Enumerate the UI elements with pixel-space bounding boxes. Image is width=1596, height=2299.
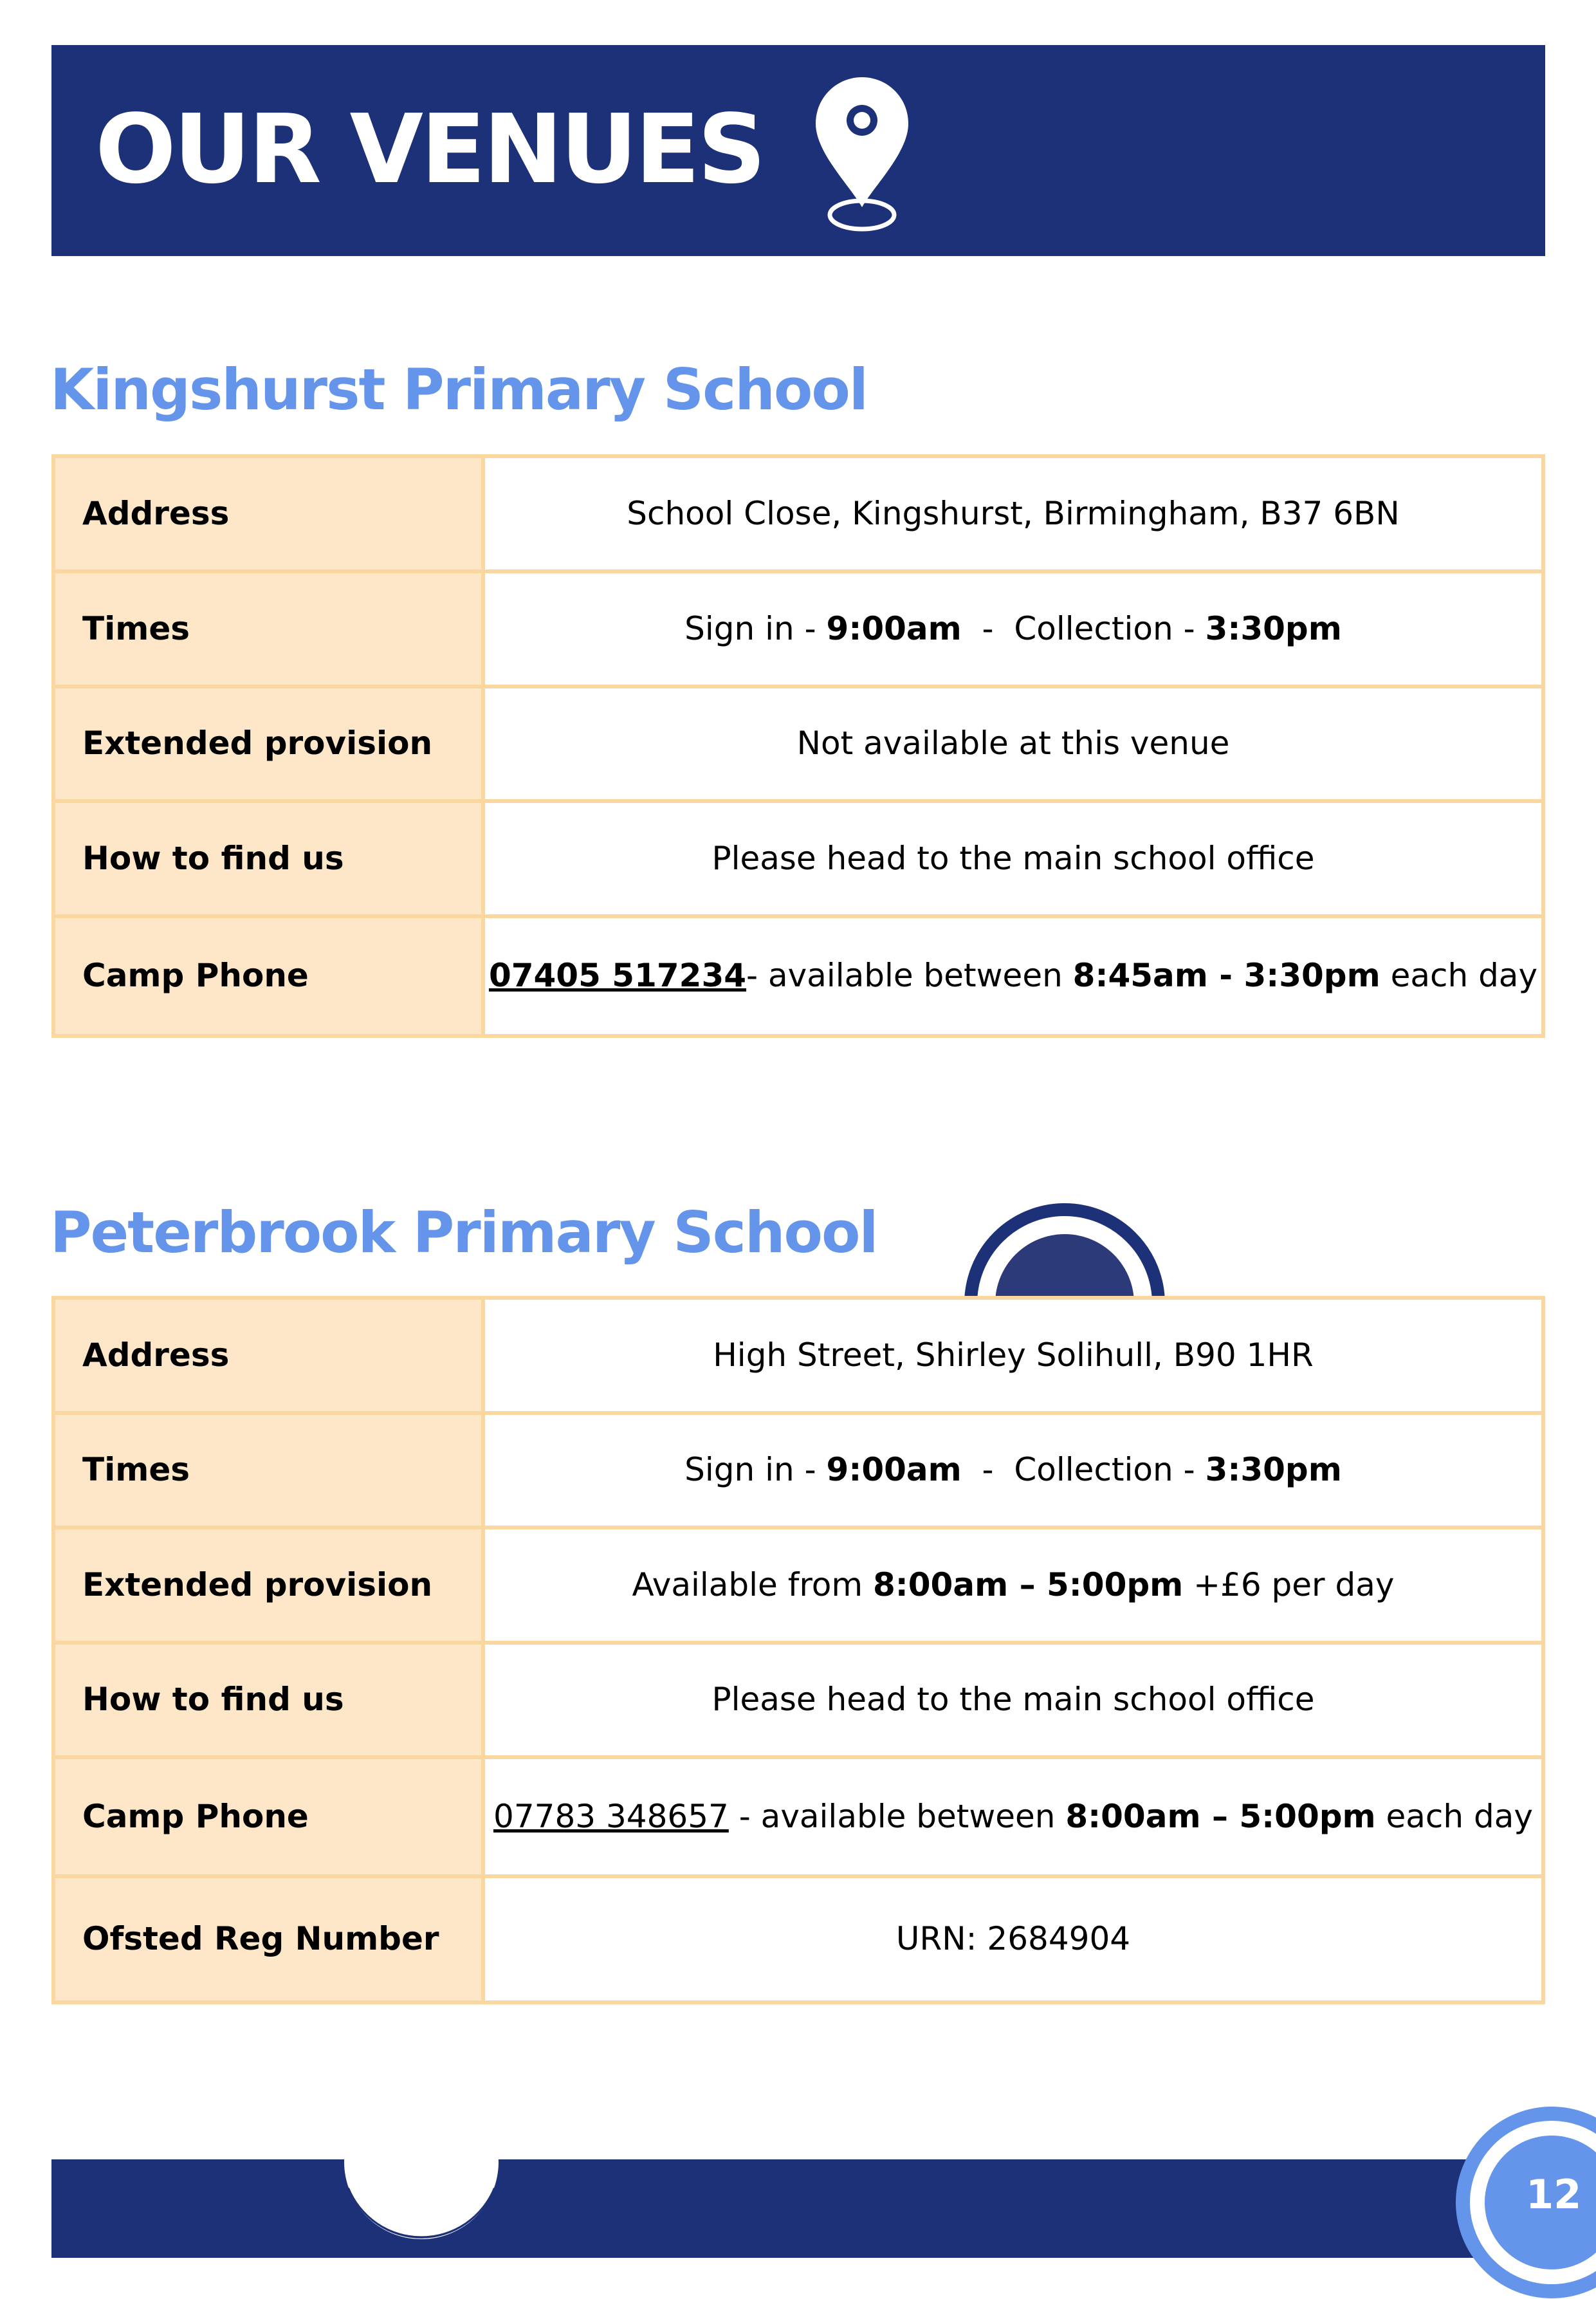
- phone-hours: 8:45am - 3:30pm: [1072, 957, 1380, 995]
- phone-prefix: - available between: [728, 1797, 1066, 1835]
- times-separator: -: [961, 609, 1014, 647]
- phone-link[interactable]: 07405 517234: [488, 957, 747, 995]
- table-row-address: [53, 1298, 1543, 1413]
- table-row-find: [53, 801, 1543, 916]
- row-label: Ofsted Reg Number: [53, 1876, 483, 2002]
- row-value: [483, 1528, 1543, 1643]
- location-pin-icon: [811, 72, 913, 233]
- row-value: School Close, Kingshurst, Birmingham, B37 6BN: [483, 456, 1543, 571]
- table-row-times: [53, 571, 1543, 687]
- row-label: Address: [53, 456, 483, 571]
- row-value: Please head to the main school office: [483, 801, 1543, 916]
- table-row-phone: [53, 1757, 1543, 1876]
- row-label: How to find us: [53, 801, 483, 916]
- row-value: [483, 1757, 1543, 1876]
- sign-in-text: Sign in -: [684, 1451, 827, 1489]
- header-banner: [51, 45, 1545, 256]
- row-value: Please head to the main school office: [483, 1643, 1543, 1757]
- extended-hours: 8:00am – 5:00pm: [872, 1565, 1184, 1603]
- extended-suffix: +£6 per day: [1183, 1565, 1395, 1603]
- table-row-ofsted: [53, 1876, 1543, 2002]
- venue-table-peterbrook: [51, 1296, 1545, 2004]
- table-row-extended: [53, 1528, 1543, 1643]
- row-value: Not available at this venue: [483, 687, 1543, 801]
- phone-prefix: - available between: [746, 957, 1073, 995]
- row-label: Extended provision: [53, 1528, 483, 1643]
- sign-in-text: Sign in -: [684, 609, 827, 647]
- venue-table-kingshurst: [51, 454, 1545, 1038]
- sign-in-time: 9:00am: [826, 609, 962, 647]
- row-value: [483, 916, 1543, 1036]
- row-label: Address: [53, 1298, 483, 1413]
- venue-title-kingshurst: Kingshurst Primary School: [50, 356, 867, 423]
- sign-in-time: 9:00am: [826, 1451, 962, 1489]
- extended-prefix: Available from: [632, 1565, 873, 1603]
- row-label: Times: [53, 1413, 483, 1528]
- row-value: URN: 2684904: [483, 1876, 1543, 2002]
- table-row-find: [53, 1643, 1543, 1757]
- collection-time: 3:30pm: [1205, 1451, 1342, 1489]
- decorative-circle-top: [962, 1201, 1168, 1304]
- table-row-phone: [53, 916, 1543, 1036]
- venue-title-peterbrook: Peterbrook Primary School: [50, 1199, 877, 1266]
- row-value: [483, 1413, 1543, 1528]
- collection-time: 3:30pm: [1205, 609, 1342, 647]
- collection-text: Collection -: [1014, 1451, 1206, 1489]
- table-row-address: [53, 456, 1543, 571]
- row-label: Camp Phone: [53, 916, 483, 1036]
- phone-suffix: each day: [1375, 1797, 1533, 1835]
- table-row-times: [53, 1413, 1543, 1528]
- times-separator: -: [961, 1451, 1014, 1489]
- row-label: Extended provision: [53, 687, 483, 801]
- row-label: Camp Phone: [53, 1757, 483, 1876]
- footer-banner: [51, 2159, 1596, 2258]
- decorative-circle-bottom: [331, 2059, 511, 2252]
- table-row-extended: [53, 687, 1543, 801]
- collection-text: Collection -: [1014, 609, 1206, 647]
- page-title: OUR VENUES: [95, 94, 764, 205]
- row-value: [483, 571, 1543, 687]
- phone-link[interactable]: 07783 348657: [493, 1797, 729, 1835]
- phone-hours: 8:00am – 5:00pm: [1065, 1797, 1376, 1835]
- row-label: Times: [53, 571, 483, 687]
- phone-suffix: each day: [1380, 957, 1538, 995]
- row-label: How to find us: [53, 1643, 483, 1757]
- page-number: 12: [1526, 2171, 1582, 2218]
- row-value: High Street, Shirley Solihull, B90 1HR: [483, 1298, 1543, 1413]
